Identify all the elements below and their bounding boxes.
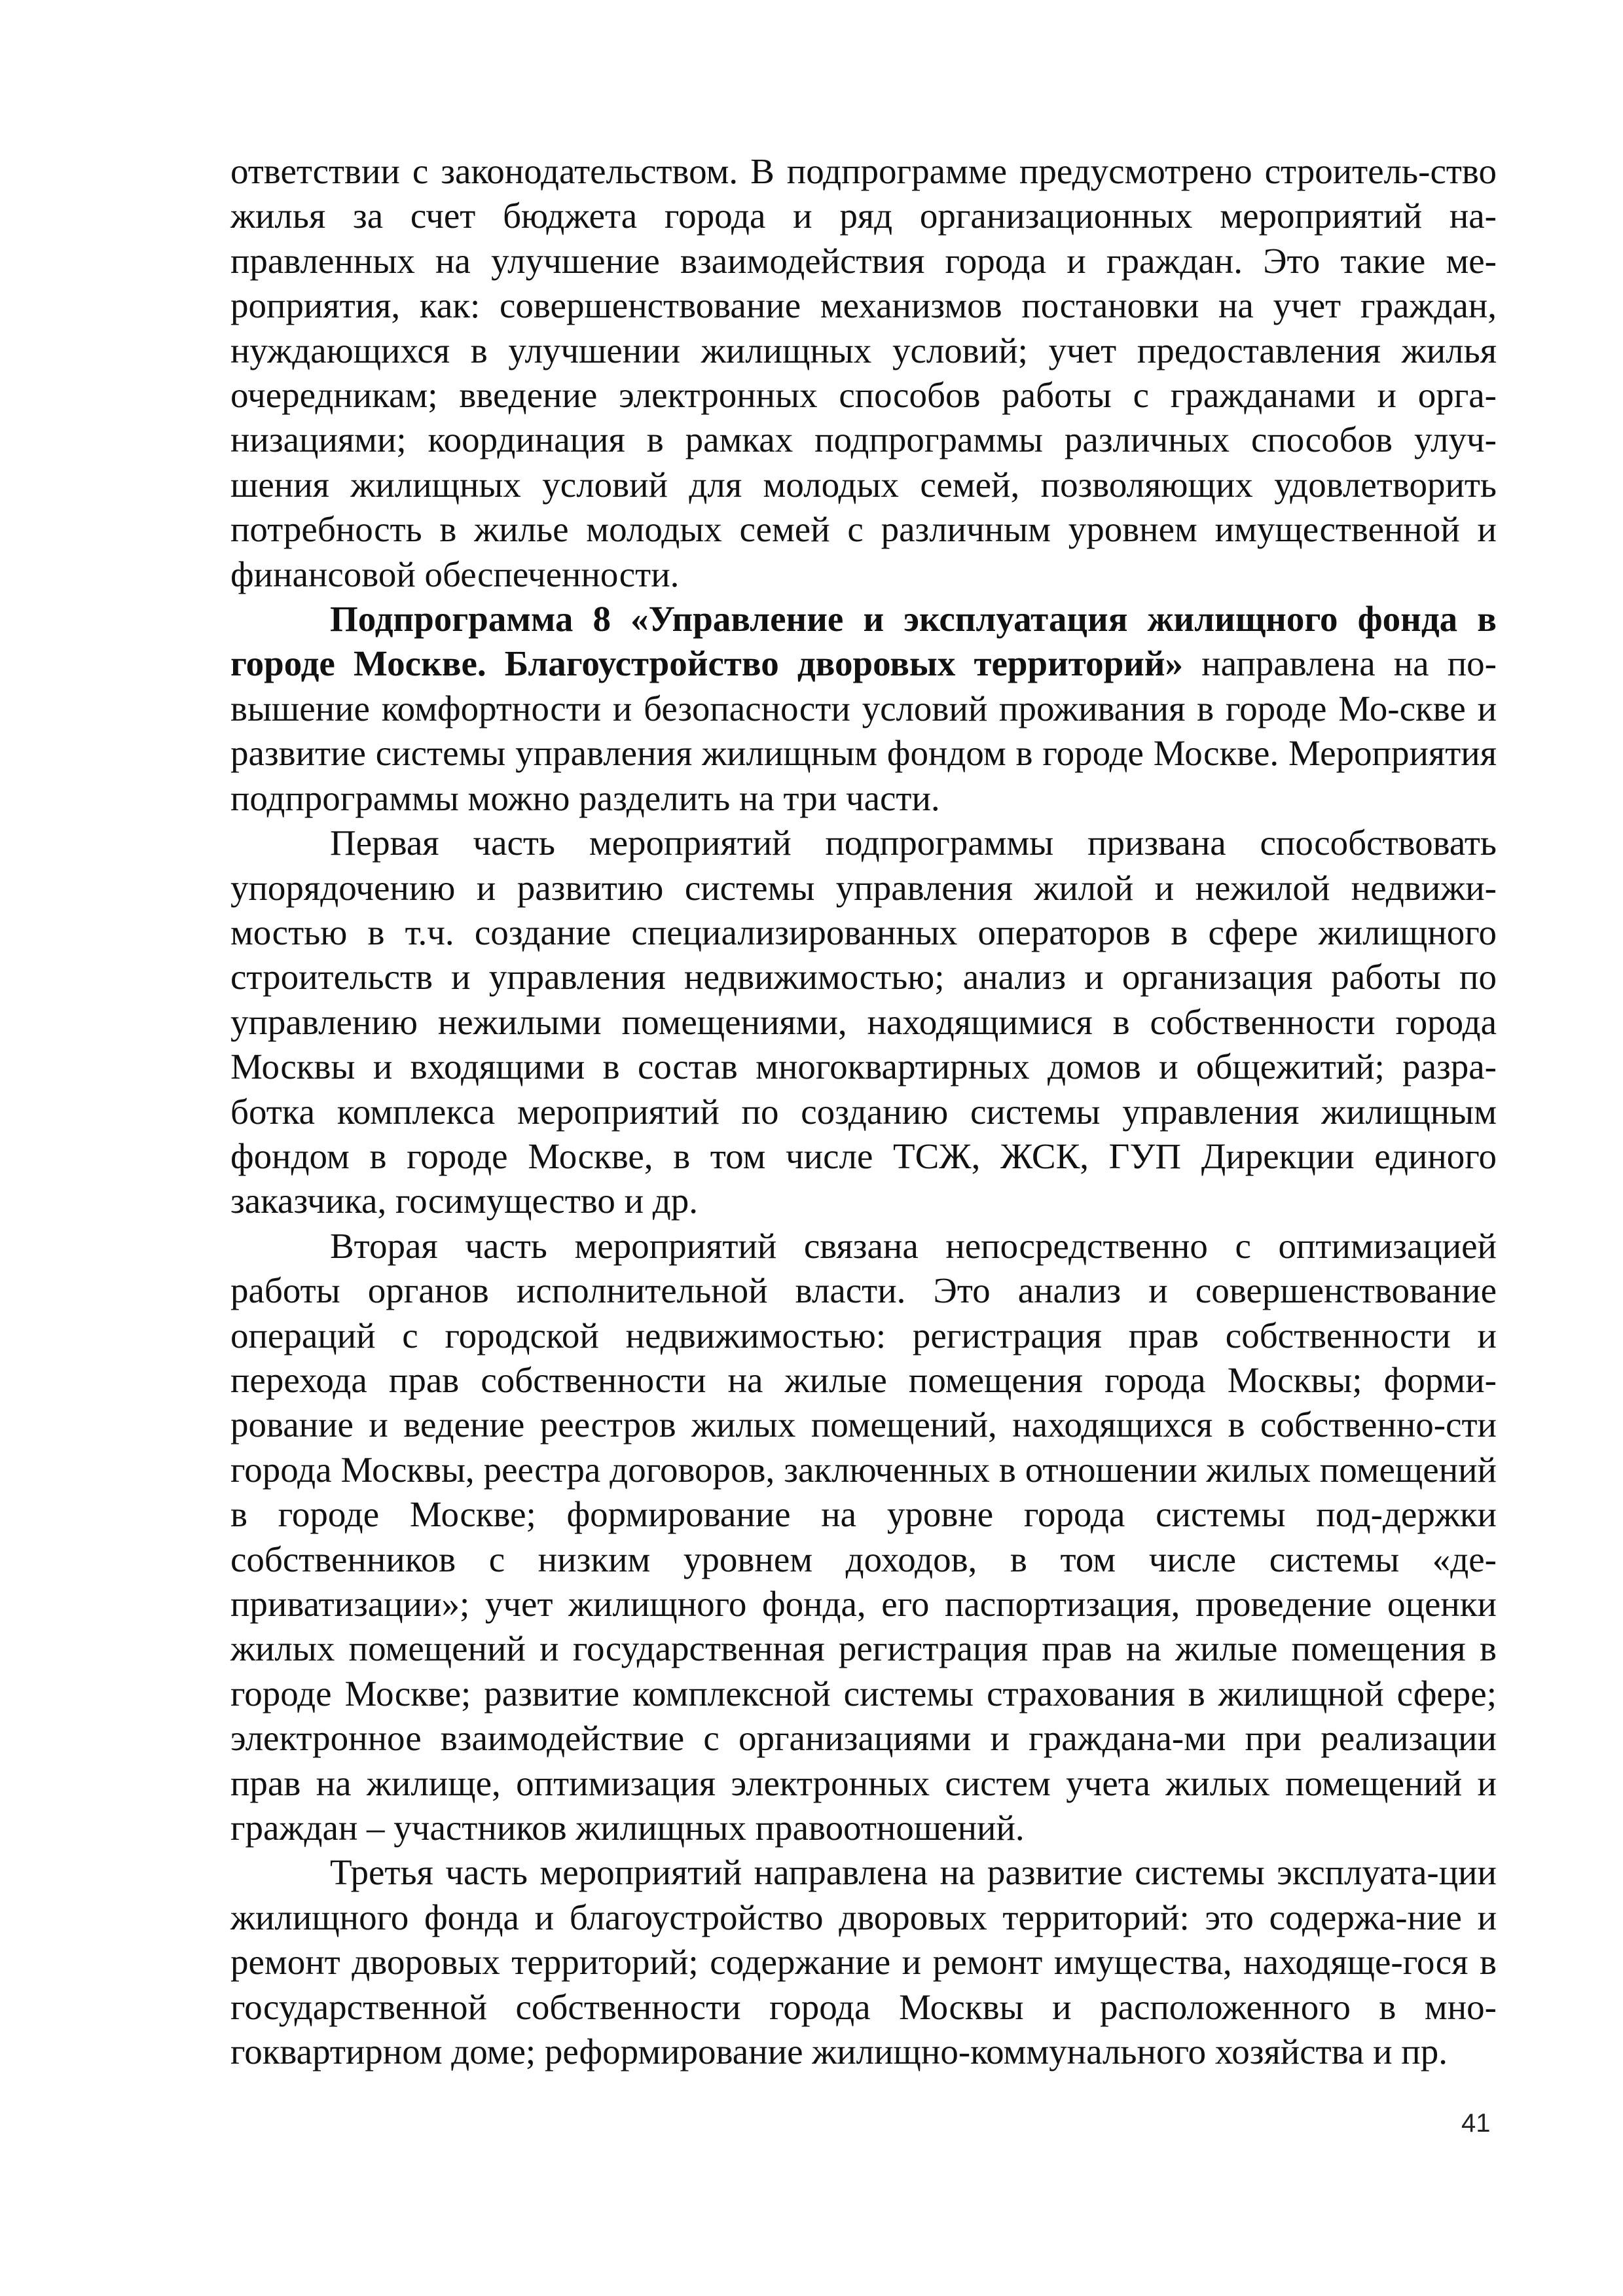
subprogram-8-title: Подпрограмма 8 «Управление и эксплуатация жилищного фонда в городе Москве. Благоустройство дворовых территорий» bbox=[230, 599, 1497, 684]
paragraph-3: Первая часть мероприятий подпрограммы призвана способствовать упорядочению и развитию системы управления жилой и нежилой недвижи-мостью в т.ч. создание специализированных операторов в сфере жилищного строительств и управления недвижимостью; анализ и организация работы по управлению нежилыми помещениями, находящимися в собственности города Москвы и входящими в состав многоквартирных домов и общежитий; разра-ботка комплекса мероприятий по созданию системы управления жилищным фондом в городе Москве, в том числе ТСЖ, ЖСК, ГУП Дирекции единого заказчика, госимущество и др. bbox=[230, 823, 1497, 1221]
paragraph-2 bbox=[230, 597, 1497, 821]
paragraph-2-body: направлена на по-вышение комфортности и безопасности условий проживания в городе Мо-скве и развитие системы управления жилищным фондом в городе Москве. Мероприятия подпрограммы можно разделить на три части. bbox=[230, 643, 1497, 818]
paragraph-5: Третья часть мероприятий направлена на развитие системы эксплуата-ции жилищного фонда и благоустройство дворовых территорий: это содержа-ние и ремонт дворовых территорий; содержание и ремонт имущества, находяще-гося в государственной собственности города Москвы и расположенного в мно-гоквартирном доме; реформирование жилищно-коммунального хозяйства и пр. bbox=[230, 1852, 1497, 2072]
page-number: 41 bbox=[1461, 2109, 1491, 2138]
paragraph-4: Вторая часть мероприятий связана непосредственно с оптимизацией работы органов исполнительной власти. Это анализ и совершенствование операций с городской недвижимостью: регистрация прав собственности и перехода прав собственности на жилые помещения города Москвы; форми-рование и ведение реестров жилых помещений, находящихся в собственно-сти города Москвы, реестра договоров, заключенных в отношении жилых помещений в городе Москве; формирование на уровне города системы под-держки собственников с низким уровнем доходов, в том числе системы «де-приватизации»; учет жилищного фонда, его паспортизация, проведение оценки жилых помещений и государственная регистрация прав на жилые помещения в городе Москве; развитие комплексной системы страхования в жилищной сфере; электронное взаимодействие с организациями и граждана-ми при реализации прав на жилище, оптимизация электронных систем учета жилых помещений и граждан – участников жилищных правоотношений. bbox=[230, 1225, 1497, 1848]
paragraph-1: ответствии с законодательством. В подпрограмме предусмотрено строитель-ство жилья за счет бюджета города и ряд организационных мероприятий на-правленных на улучшение взаимодействия города и граждан. Это такие ме-роприятия, как: совершенствование механизмов постановки на учет граждан, нуждающихся в улучшении жилищных условий; учет предоставления жилья очередникам; введение электронных способов работы с гражданами и орга-низациями; координация в рамках подпрограммы различных способов улуч-шения жилищных условий для молодых семей, позволяющих удовлетворить потребность в жилье молодых семей с различным уровнем имущественной и финансовой обеспеченности. bbox=[230, 151, 1497, 594]
body-text bbox=[230, 149, 1497, 2074]
